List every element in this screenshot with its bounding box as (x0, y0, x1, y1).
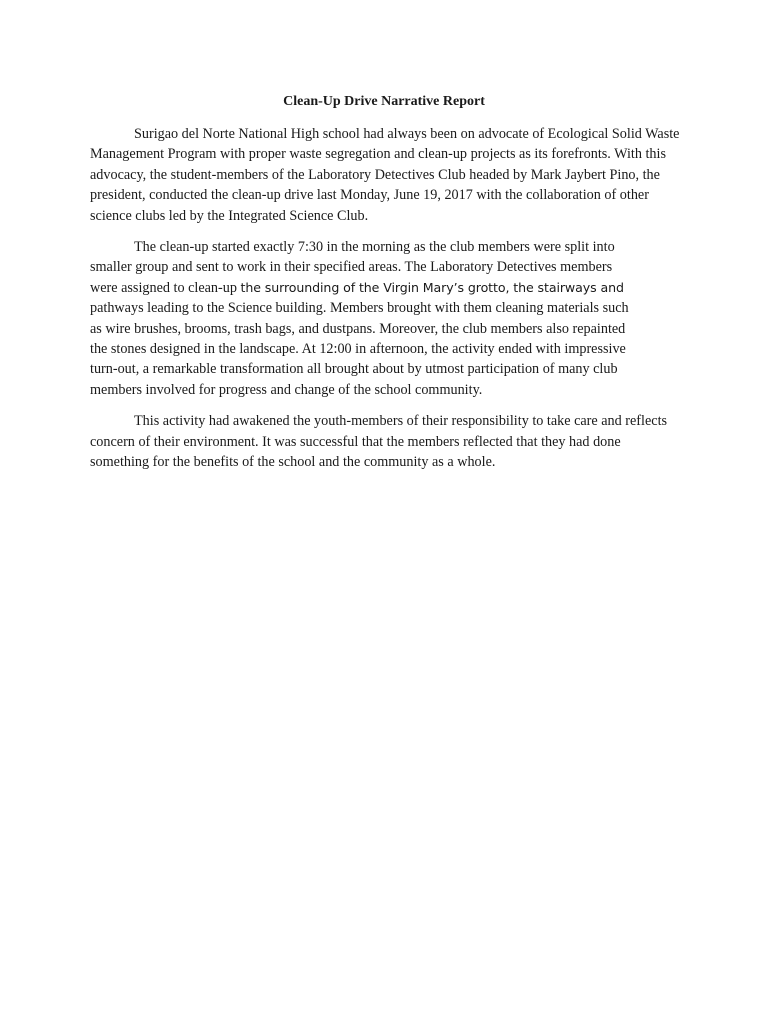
paragraph-2-line: The clean-up started exactly 7:30 in the morning as the club members were split into (134, 239, 615, 256)
paragraph-2 (90, 237, 680, 400)
paragraph-1: Surigao del Norte National High school had always been on advocate of Ecological Solid Waste Management Program with proper waste segregation and clean-up projects as its forefronts. With this advocacy, the student-members of the Laboratory Detectives Club headed by Mark Jaybert Pino, the president, conducted the clean-up drive last Monday, June 19, 2017 with the collaboration of other science clubs led by the Integrated Science Club. (90, 126, 680, 224)
paragraph-3: This activity had awakened the youth-members of their responsibility to take care and reflects concern of their environment. It was successful that the members reflected that they had done something for the benefits of the school and the community as a whole. (90, 413, 668, 471)
paragraph-2-line: members involved for progress and change of the school community. (90, 381, 483, 398)
paragraph-2-text: were assigned to clean-up (90, 279, 241, 296)
paragraph-2-line: as wire brushes, brooms, trash bags, and dustpans. Moreover, the club members also repainted (90, 320, 626, 337)
document-title: Clean-Up Drive Narrative Report (283, 94, 485, 109)
document-body (90, 124, 680, 484)
paragraph-2-line: pathways leading to the Science building. Members brought with them cleaning materials such (90, 300, 629, 317)
paragraph-2-line: turn-out, a remarkable transformation all brought about by utmost participation of many club (90, 361, 618, 378)
paragraph-2-line (90, 278, 680, 298)
paragraph-2-handwritten-text: the surrounding of the Virgin Mary’s grotto, the stairways and (240, 279, 624, 295)
paragraph-2-line: the stones designed in the landscape. At 12:00 in afternoon, the activity ended with impressive (90, 341, 626, 358)
paragraph-2-line: smaller group and sent to work in their specified areas. The Laboratory Detectives members (90, 259, 613, 276)
